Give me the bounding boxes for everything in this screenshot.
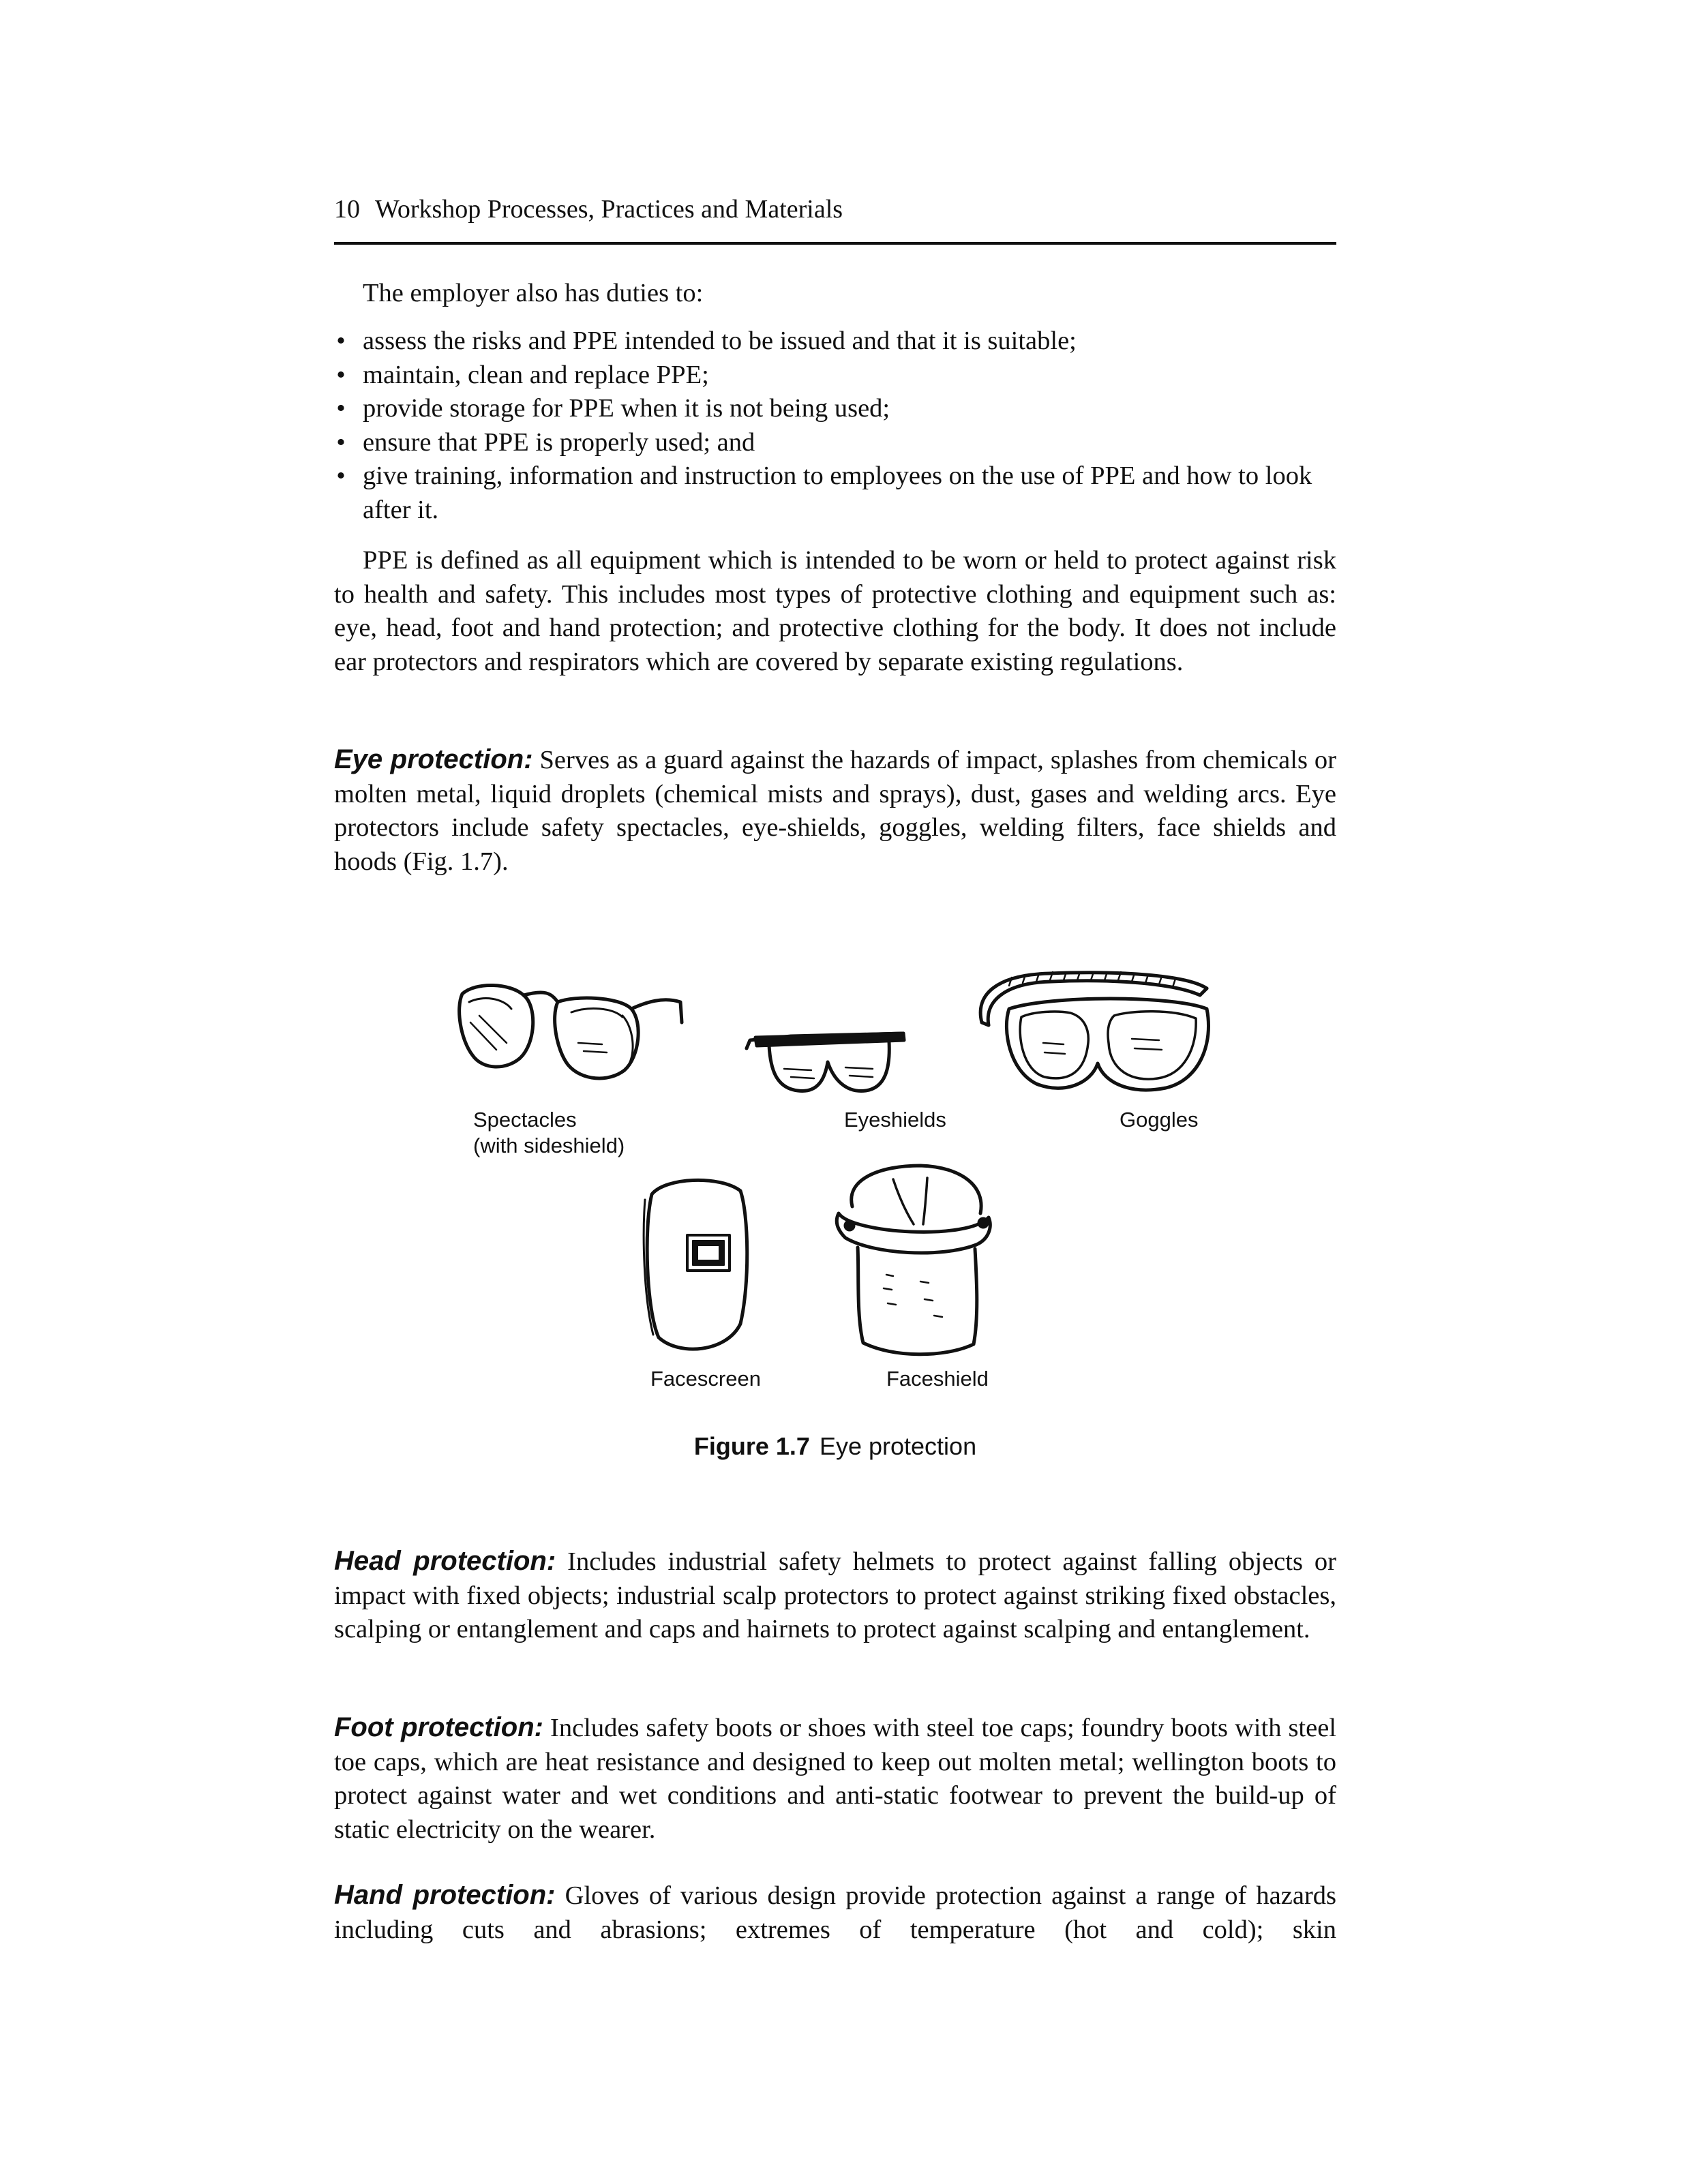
duties-list <box>334 324 1336 527</box>
head-protection-text: Includes industrial safety helmets to protect against falling objects or impact with fixed objects; industrial scalp protectors to protect against striking fixed obstacles, scalping or entanglement and caps and hairnets to protect against scalping and entanglement. <box>334 1547 1337 1643</box>
bullet: • <box>336 427 346 457</box>
ppe-definition-text: PPE is defined as all equipment which is intended to be worn or held to protect against risk to health and safety. This includes most types of protective clothing and equipment such as: eye, head, foot and hand protection; and protective clothing for the body. It does not include ear protectors and respirators which are covered by separate existing regulations. <box>334 546 1336 676</box>
eye-protection-heading: Eye protection: <box>334 744 533 774</box>
figure-number: Figure 1.7 <box>693 1432 810 1460</box>
hand-protection-section <box>334 1879 1336 1947</box>
head-protection-section <box>334 1545 1336 1647</box>
bullet: • <box>336 461 346 490</box>
bullet: • <box>336 360 346 389</box>
running-title: Workshop Processes, Practices and Materials <box>375 195 843 224</box>
foot-protection-section <box>334 1711 1336 1847</box>
label-eyeshields: Eyeshields <box>844 1108 946 1132</box>
head-protection-heading: Head protection: <box>334 1546 556 1576</box>
figure-eye-protection <box>334 954 1336 1486</box>
head-protection-paragraph <box>334 1545 1336 1647</box>
goggles-illustration <box>968 968 1227 1104</box>
foot-protection-heading: Foot protection: <box>334 1712 543 1742</box>
running-head <box>334 193 1336 226</box>
spectacles-illustration <box>455 975 687 1091</box>
label-spectacles: Spectacles <box>473 1108 577 1132</box>
header-rule <box>334 242 1336 245</box>
foot-protection-text: Includes safety boots or shoes with steel toe caps; foundry boots with steel toe caps, which are heat resistance and designed to keep out molten metal; wellington boots to protect against water and wet conditions and anti-static footwear to prevent the build-up of static electricity on the wearer. <box>334 1714 1337 1844</box>
label-goggles: Goggles <box>1120 1108 1199 1132</box>
faceshield-illustration <box>825 1159 1002 1363</box>
label-facescreen: Facescreen <box>650 1367 761 1391</box>
intro-text: The employer also has duties to: <box>363 279 704 307</box>
foot-protection-paragraph <box>334 1711 1336 1847</box>
eyeshields-illustration <box>743 1028 907 1103</box>
list-item: • maintain, clean and replace PPE; <box>334 359 1336 393</box>
duties-list-block <box>334 324 1336 527</box>
list-item: • ensure that PPE is properly used; and <box>334 426 1336 460</box>
list-item: • give training, information and instruction to employees on the use of PPE and how to look after it. <box>334 459 1336 527</box>
figure-caption-text: Eye protection <box>819 1432 977 1460</box>
bullet: • <box>336 394 346 423</box>
hand-protection-paragraph <box>334 1879 1336 1947</box>
eye-protection-text: Serves as a guard against the hazards of impact, splashes from chemicals or molten metal, liquid droplets (chemical mists and sprays), dust, gases and welding arcs. Eye protectors include safety spectacles, eye-shields, goggles, welding filters, face shields and hoods (Fig. 1.7). <box>334 746 1337 876</box>
bullet: • <box>336 327 346 355</box>
book-page <box>334 0 1336 2184</box>
list-item: • assess the risks and PPE intended to be issued and that it is suitable; <box>334 324 1336 359</box>
facescreen-illustration <box>638 1174 754 1358</box>
eye-protection-section <box>334 743 1336 879</box>
list-item: • provide storage for PPE when it is not being used; <box>334 392 1336 426</box>
hand-protection-heading: Hand protection: <box>334 1880 556 1910</box>
page-number: 10 <box>334 195 360 224</box>
label-spectacles-sideshield: (with sideshield) <box>473 1134 625 1157</box>
ppe-definition-paragraph <box>334 544 1336 679</box>
label-faceshield: Faceshield <box>886 1367 989 1391</box>
intro-paragraph <box>334 277 1336 311</box>
eye-protection-paragraph <box>334 743 1336 879</box>
figure-caption <box>334 1431 1336 1461</box>
hand-protection-text: Gloves of various design provide protection against a range of hazards including cuts and abrasions; extremes of temperature (hot and cold); skin <box>334 1881 1336 1944</box>
